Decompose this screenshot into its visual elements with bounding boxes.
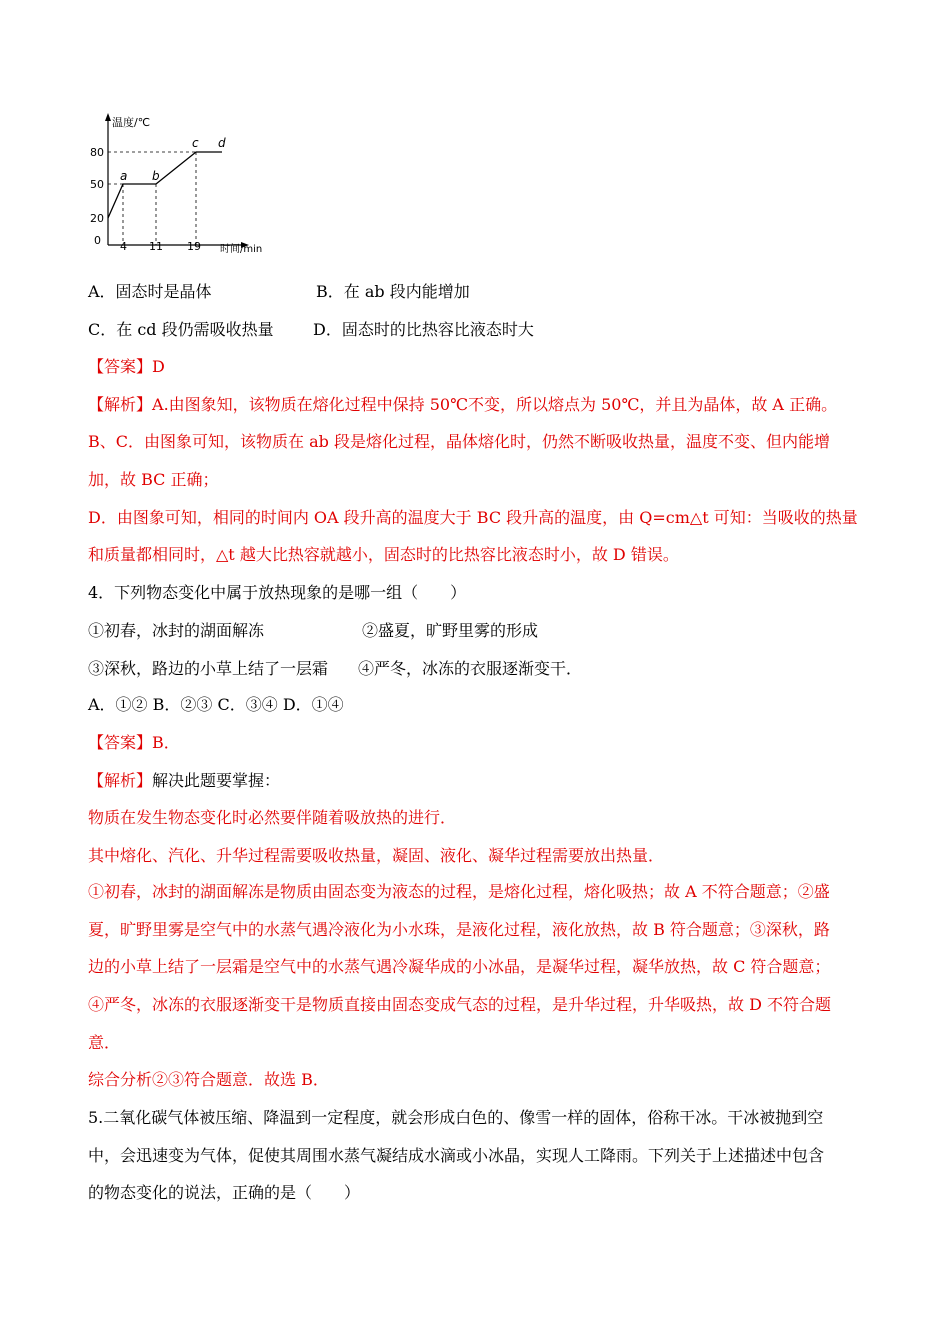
q4-item-1: ①初春，冰封的湖面解冻 [88, 621, 265, 640]
q4-analysis-5: 边的小草上结了一层霜是空气中的水蒸气遇冷凝华成的小冰晶，是凝华过程，凝华放热，故 C 符合题意； [88, 957, 831, 976]
q4-analysis-4: 夏，旷野里雾是空气中的水蒸气遇冷液化为小水珠，是液化过程，液化放热，故 B 符合题意；③深秋，路 [88, 920, 830, 939]
point-label-c: c [192, 136, 199, 150]
q3-option-b: B．在 ab 段内能增加 [316, 282, 470, 301]
y-tick-20: 20 [90, 212, 104, 225]
q4-analysis-6: ④严冬，冰冻的衣服逐渐变干是物质直接由固态变成气态的过程，是升华过程，升华吸热，故 D 不符合题 [88, 995, 832, 1014]
q3-analysis-5: 和质量都相同时，△t 越大比热容就越小，固态时的比热容比液态时小，故 D 错误。 [88, 545, 679, 564]
point-label-a: a [120, 169, 128, 183]
q4-item-4: ④严冬，冰冻的衣服逐渐变干． [358, 659, 583, 678]
q4-options: A．①② B．②③ C．③④ D．①④ [88, 695, 344, 714]
q4-item-3: ③深秋，路边的小草上结了一层霜 [88, 659, 329, 678]
q3-answer-tag: 【答案】 [88, 357, 153, 376]
x-tick-4: 4 [120, 240, 127, 253]
x-tick-19: 19 [187, 240, 201, 253]
q5-line-1: 5.二氧化碳气体被压缩、降温到一定程度，就会形成白色的、像雪一样的固体，俗称干冰。干冰被抛到空 [88, 1108, 824, 1127]
q4-analysis-1: 物质在发生物态变化时必然要伴随着吸放热的进行． [88, 808, 457, 827]
q4-analysis-8: 综合分析②③符合题意．故选 B． [88, 1070, 329, 1089]
q4-answer [88, 733, 180, 753]
temperature-line [108, 152, 222, 218]
x-axis-label: 时间/min [220, 244, 263, 255]
q3-option-c: C．在 cd 段仍需吸收热量 [88, 320, 274, 339]
x-tick-0: 0 [94, 234, 101, 247]
q4-item-2: ②盛夏，旷野里雾的形成 [362, 621, 539, 640]
q4-answer-value: B． [152, 733, 180, 752]
y-tick-50: 50 [90, 178, 104, 191]
y-tick-80: 80 [90, 146, 104, 159]
q3-answer-value: D [152, 357, 165, 376]
q4-question: 4．下列物态变化中属于放热现象的是哪一组（ ） [88, 583, 467, 602]
point-label-b: b [152, 169, 160, 183]
q4-answer-tag: 【答案】 [88, 733, 153, 752]
q4-analysis-intro-text: 解决此题要掌握： [152, 771, 281, 790]
q3-answer [88, 357, 165, 377]
q3-analysis-2: B、C．由图象可知，该物质在 ab 段是熔化过程，晶体熔化时，仍然不断吸收热量，温度不变、但内能增 [88, 432, 830, 451]
q3-analysis-1 [88, 395, 837, 415]
q3-option-a: A．固态时是晶体 [88, 282, 212, 301]
point-label-d: d [218, 136, 226, 150]
q4-analysis-intro [88, 771, 280, 791]
q4-analysis-3: ①初春，冰封的湖面解冻是物质由固态变为液态的过程，是熔化过程，熔化吸热；故 A 不符合题意；②盛 [88, 882, 830, 901]
q3-option-d: D．固态时的比热容比液态时大 [313, 320, 534, 339]
q5-line-3: 的物态变化的说法，正确的是（ ） [88, 1183, 361, 1202]
q4-analysis-2: 其中熔化、汽化、升华过程需要吸收热量，凝固、液化、凝华过程需要放出热量． [88, 846, 665, 865]
temperature-time-graph [80, 110, 280, 260]
q3-analysis-3: 加，故 BC 正确； [88, 470, 219, 489]
q3-analysis-4: D．由图象可知，相同的时间内 OA 段升高的温度大于 BC 段升高的温度，由 Q=cm△t 可知：当吸收的热量 [88, 508, 858, 527]
q5-line-2: 中，会迅速变为气体，促使其周围水蒸气凝结成水滴或小冰晶，实现人工降雨。下列关于上述描述中包含 [88, 1146, 825, 1165]
q3-analysis-tag: 【解析】 [88, 395, 153, 414]
q4-analysis-tag: 【解析】 [88, 771, 153, 790]
q3-analysis-text-1: A.由图象知，该物质在熔化过程中保持 50℃不变，所以熔点为 50℃，并且为晶体，故 A 正确。 [152, 395, 838, 414]
q4-analysis-7: 意． [88, 1033, 121, 1052]
y-axis-arrow [105, 113, 111, 121]
x-tick-11: 11 [149, 240, 163, 253]
y-axis-label: 温度/℃ [112, 116, 151, 129]
